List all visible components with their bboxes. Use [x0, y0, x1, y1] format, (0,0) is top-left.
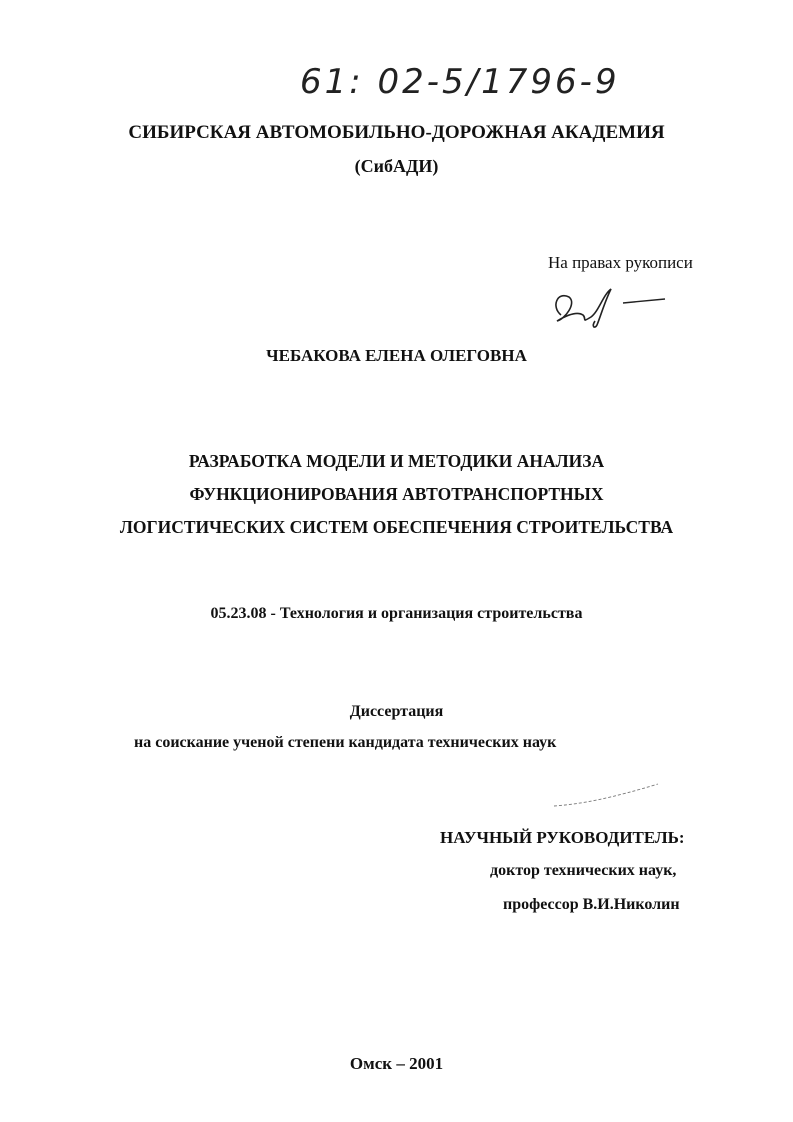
- city-year: Омск – 2001: [349, 1054, 444, 1073]
- dissertation-title: [0, 445, 793, 544]
- supervisor-heading: НАУЧНЫЙ РУКОВОДИТЕЛЬ:: [440, 828, 685, 847]
- archive-number-handwritten: 61: 02-5/1796-9: [300, 62, 620, 102]
- supervisor-degree: доктор технических наук,: [490, 862, 677, 879]
- title-line: ЛОГИСТИЧЕСКИХ СИСТЕМ ОБЕСПЕЧЕНИЯ СТРОИТЕЛЬСТВА: [119, 517, 674, 537]
- title-line: РАЗРАБОТКА МОДЕЛИ И МЕТОДИКИ АНАЛИЗА: [188, 451, 605, 471]
- title-line: ФУНКЦИОНИРОВАНИЯ АВТОТРАНСПОРТНЫХ: [189, 484, 604, 504]
- academy-name: СИБИРСКАЯ АВТОМОБИЛЬНО-ДОРОЖНАЯ АКАДЕМИЯ: [128, 122, 665, 143]
- academy-short-name: (СибАДИ): [354, 156, 439, 176]
- specialty-code: 05.23.08 - Технология и организация строительства: [210, 605, 583, 622]
- pencil-stroke: [552, 780, 662, 810]
- author-name: ЧЕБАКОВА ЕЛЕНА ОЛЕГОВНА: [266, 346, 527, 365]
- manuscript-rights-note: На правах рукописи: [548, 253, 693, 272]
- dissertation-label: Диссертация: [349, 703, 444, 720]
- signature: [547, 285, 677, 330]
- degree-purpose: на соискание ученой степени кандидата технических наук: [134, 734, 557, 751]
- supervisor-name: профессор В.И.Николин: [503, 896, 680, 913]
